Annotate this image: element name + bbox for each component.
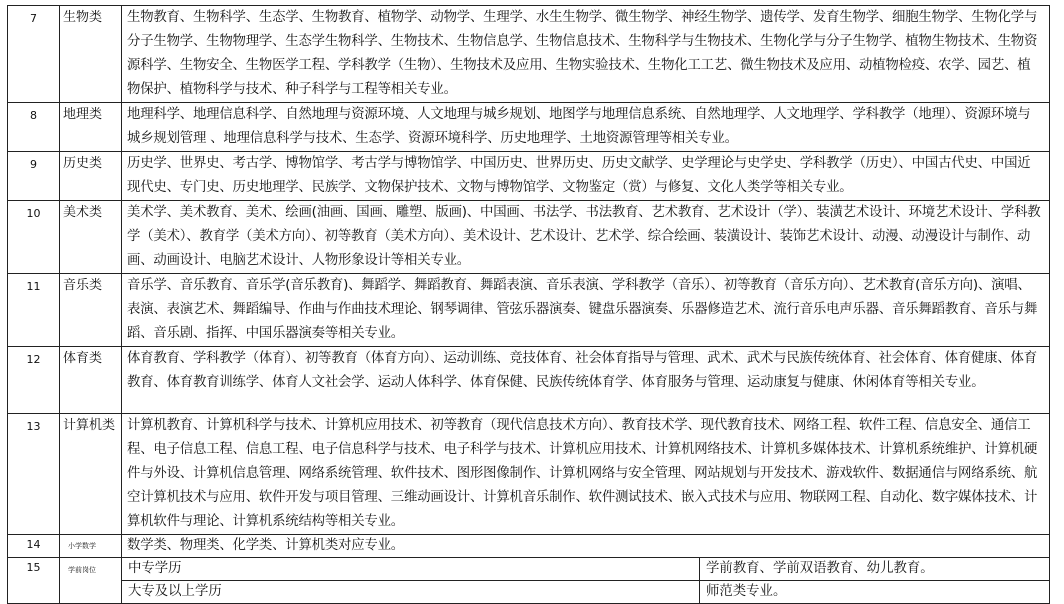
- row-number: 8: [8, 103, 60, 152]
- row-number: 7: [8, 6, 60, 103]
- category-label: 音乐类: [60, 274, 122, 347]
- major-requirements-table: [7, 5, 1050, 604]
- education-row: [122, 558, 1049, 581]
- table-row: [8, 201, 1050, 274]
- row-number: 13: [8, 414, 60, 535]
- category-label: 学前岗位: [60, 558, 122, 604]
- table-row: [8, 347, 1050, 414]
- education-subtable: [122, 558, 1049, 603]
- education-major: 学前教育、学前双语教育、幼儿教育。: [700, 558, 1050, 581]
- row-number: 10: [8, 201, 60, 274]
- table-row: [8, 535, 1050, 558]
- category-label: 体育类: [60, 347, 122, 414]
- table-row: [8, 274, 1050, 347]
- category-label: 生物类: [60, 6, 122, 103]
- category-label: 美术类: [60, 201, 122, 274]
- major-list: 地理科学、地理信息科学、自然地理与资源环境、人文地理与城乡规划、地图学与地理信息系统、自然地理学、人文地理学、学科教学（地理）、资源环境与城乡规划管理 、地理信息科学与技术、生态学、资源环境科学、历史地理学、土地资源管理等相关专业。: [122, 103, 1050, 152]
- table-row: [8, 414, 1050, 535]
- major-list: 音乐学、音乐教育、音乐学(音乐教育)、舞蹈学、舞蹈教育、舞蹈表演、音乐表演、学科教学（音乐）、初等教育（音乐方向）、艺术教育(音乐方向)、演唱、表演、表演艺术、舞蹈编导、作曲与作曲技术理论、钢琴调律、管弦乐器演奏、键盘乐器演奏、乐器修造艺术、流行音乐电声乐器、音乐舞蹈教育、音乐与舞蹈、音乐剧、指挥、中国乐器演奏等相关专业。: [122, 274, 1050, 347]
- major-list: 数学类、物理类、化学类、计算机类对应专业。: [122, 535, 1050, 558]
- major-list: 美术学、美术教育、美术、绘画(油画、国画、雕塑、版画)、中国画、书法学、书法教育、艺术教育、艺术设计（学）、装潢艺术设计、环境艺术设计、学科教学（美术）、教育学（美术方向）、初等教育（美术方向）、美术设计、艺术设计、艺术学、综合绘画、装潢设计、装饰艺术设计、动漫、动漫设计与制作、动画、动画设计、电脑艺术设计、人物形象设计等相关专业。: [122, 201, 1050, 274]
- education-major: 师范类专业。: [706, 584, 787, 599]
- table-row: [8, 152, 1050, 201]
- row-number: 15: [8, 558, 60, 604]
- category-label: 计算机类: [60, 414, 122, 535]
- category-label: 地理类: [60, 103, 122, 152]
- row-number: 11: [8, 274, 60, 347]
- education-level: 中专学历: [122, 558, 700, 581]
- row-number: 14: [8, 535, 60, 558]
- major-list: 计算机教育、计算机科学与技术、计算机应用技术、初等教育（现代信息技术方向）、教育技术学、现代教育技术、网络工程、软件工程、信息安全、通信工程、电子信息工程、信息工程、电子信息科学与技术、电子科学与技术、计算机应用技术、计算机网络技术、计算机多媒体技术、计算机系统维护、计算机硬件与外设、计算机信息管理、网络系统管理、软件技术、图形图像制作、计算机网络与安全管理、网站规划与开发技术、游戏软件、数据通信与网络系统、航空计算机技术与应用、软件开发与项目管理、三维动画设计、计算机音乐制作、软件测试技术、嵌入式技术与应用、物联网工程、自动化、数字媒体技术、计算机软件与理论、计算机系统结构等相关专业。: [122, 414, 1050, 535]
- major-list: 历史学、世界史、考古学、博物馆学、考古学与博物馆学、中国历史、世界历史、历史文献学、史学理论与史学史、学科教学（历史）、中国古代史、中国近现代史、专门史、历史地理学、民族学、文物保护技术、文物与博物馆学、文物鉴定（赏）与修复、文化人类学等相关专业。: [122, 152, 1050, 201]
- row-number: 12: [8, 347, 60, 414]
- major-list: 体育教育、学科教学（体育）、初等教育（体育方向）、运动训练、竞技体育、社会体育指导与管理、武术、武术与民族传统体育、社会体育、体育健康、体育教育、体育教育训练学、体育人文社会学、运动人体科学、体育保健、民族传统体育学、体育服务与管理、运动康复与健康、休闲体育等相关专业。: [122, 347, 1050, 414]
- row-number: 9: [8, 152, 60, 201]
- category-label: 历史类: [60, 152, 122, 201]
- category-label: 小学数学: [60, 535, 122, 558]
- table-row: [8, 558, 1050, 604]
- major-list: 生物教育、生物科学、生态学、生物教育、植物学、动物学、生理学、水生生物学、微生物学、神经生物学、遗传学、发育生物学、细胞生物学、生物化学与分子生物学、生物物理学、生态学生物科学、生物技术、生物信息学、生物信息技术、生物科学与生物技术、生物化学与分子生物学、植物生物技术、生物资源科学、生物安全、生物医学工程、学科教学（生物）、生物技术及应用、生物实验技术、生物化工工艺、微生物技术及应用、动植物检疫、农学、园艺、植物保护、植物科学与技术、种子科学与工程等相关专业。: [122, 6, 1050, 103]
- table-row: [8, 6, 1050, 103]
- education-row: [122, 581, 1049, 604]
- table-row: [8, 103, 1050, 152]
- education-level-cell: [122, 558, 1050, 604]
- education-level: 大专及以上学历: [122, 581, 700, 604]
